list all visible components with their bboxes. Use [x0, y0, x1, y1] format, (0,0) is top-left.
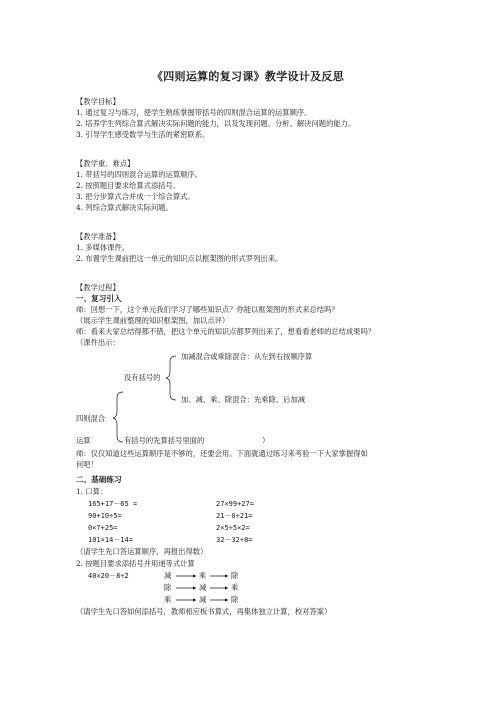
- keypoint-item: 1. 带括号的四则混合运算的运算顺序。: [76, 170, 203, 179]
- teacher-line: 师：仅仅知道这些运算顺序是不够的，还要会用。下面就通过练习来考验一下大家掌握得如: [76, 449, 368, 458]
- exercise-note: （请学生先口答运算顺序，再报出得数）: [76, 547, 208, 556]
- objectives-heading: 【教学目标】: [76, 97, 120, 106]
- document-title: 《四则运算的复习课》教学设计及反思: [151, 70, 345, 83]
- teacher-line: 师：看来大家总结得都不错，把这个单元的知识点都罗列出来了，想看看老师的总结成果吗？: [76, 327, 376, 336]
- diagram-rule-mixed: 加、减、乘、除混合：先乘除、后加减: [181, 395, 306, 404]
- objective-item: 3. 引导学生感受数学与生活的紧密联系。: [76, 130, 210, 139]
- oral-problem: 27×99+27=: [216, 500, 254, 508]
- op-label: 减: [199, 583, 207, 592]
- objective-item: 1. 通过复习与练习，使学生熟练掌握带括号的四则混合运算的运算顺序。: [76, 108, 312, 117]
- diagram-no-paren: 没有括号的: [124, 373, 161, 382]
- section-title-basic: 二、基础练习: [76, 475, 122, 484]
- keypoint-item: 3. 把分步算式合并成一个综合算式。: [76, 192, 195, 201]
- section-title-review: 一、复习引入: [76, 294, 122, 303]
- exercise-oral: 1. 口算：: [76, 487, 108, 496]
- preparation-item: 1. 多媒体课件。: [76, 243, 130, 252]
- op-label: 乘: [231, 583, 239, 592]
- oral-problem: 90+10÷5=: [88, 512, 122, 520]
- teacher-line: 何吧！: [76, 460, 98, 469]
- exercise-parentheses: 2. 按题目要求添括号并用递等式计算: [76, 559, 195, 568]
- op-label: 乘: [199, 571, 207, 580]
- diagram-close-paren: ）: [262, 436, 270, 445]
- op-label: 除: [231, 595, 239, 604]
- oral-problem: 21－0÷21=: [216, 512, 253, 520]
- teacher-line: （展示学生课前整理的知识框架图，加以点评）: [76, 316, 230, 325]
- keypoints-heading: 【教学重、难点】: [76, 159, 135, 168]
- exercise-note: （请学生先口答如何添括号，教师相应板书算式，再集体独立计算，校对答案）: [76, 607, 332, 616]
- op-label: 除: [231, 571, 239, 580]
- preparation-item: 2. 布置学生课前把这一单元的知识点以框架图的形式罗列出来。: [76, 254, 283, 263]
- diagram-root: 四则混合: [76, 414, 106, 423]
- op-label: 减: [199, 595, 207, 604]
- op-label: 减: [164, 571, 172, 580]
- objective-item: 2. 培养学生列综合算式解决实际问题的能力，以及发现问题、分析、解决问题的能力。: [76, 119, 356, 128]
- keypoint-item: 4. 列综合算式解决实际问题。: [76, 203, 173, 212]
- diagram-rule-add-subtract: 加减混合或乘除混合：从左到右按顺序算: [181, 352, 313, 361]
- oral-problem: 101×14－14=: [88, 536, 133, 544]
- preparation-heading: 【教学准备】: [76, 232, 120, 241]
- op-label: 乘: [164, 595, 172, 604]
- oral-problem: 0×7+25=: [88, 524, 118, 532]
- oral-problem: 2×5÷5×2=: [216, 524, 250, 532]
- keypoint-item: 2. 按照题目要求给算式添括号。: [76, 181, 181, 190]
- diagram-root-cont: 运算: [76, 436, 91, 445]
- oral-problem: 165+17－65 =: [88, 500, 138, 508]
- expression: 40×20－8÷2: [88, 572, 129, 580]
- diagram-with-paren: 有括号的先算括号里面的: [124, 436, 205, 445]
- teacher-line: 师：回想一下，这个单元我们学习了哪些知识点？你能以框架图的形式来总结吗？: [76, 305, 339, 314]
- oral-problem: 32－32÷8=: [216, 536, 253, 544]
- process-heading: 【教学过程】: [76, 283, 120, 292]
- teacher-line: （课件出示：: [76, 338, 120, 347]
- op-label: 除: [164, 583, 172, 592]
